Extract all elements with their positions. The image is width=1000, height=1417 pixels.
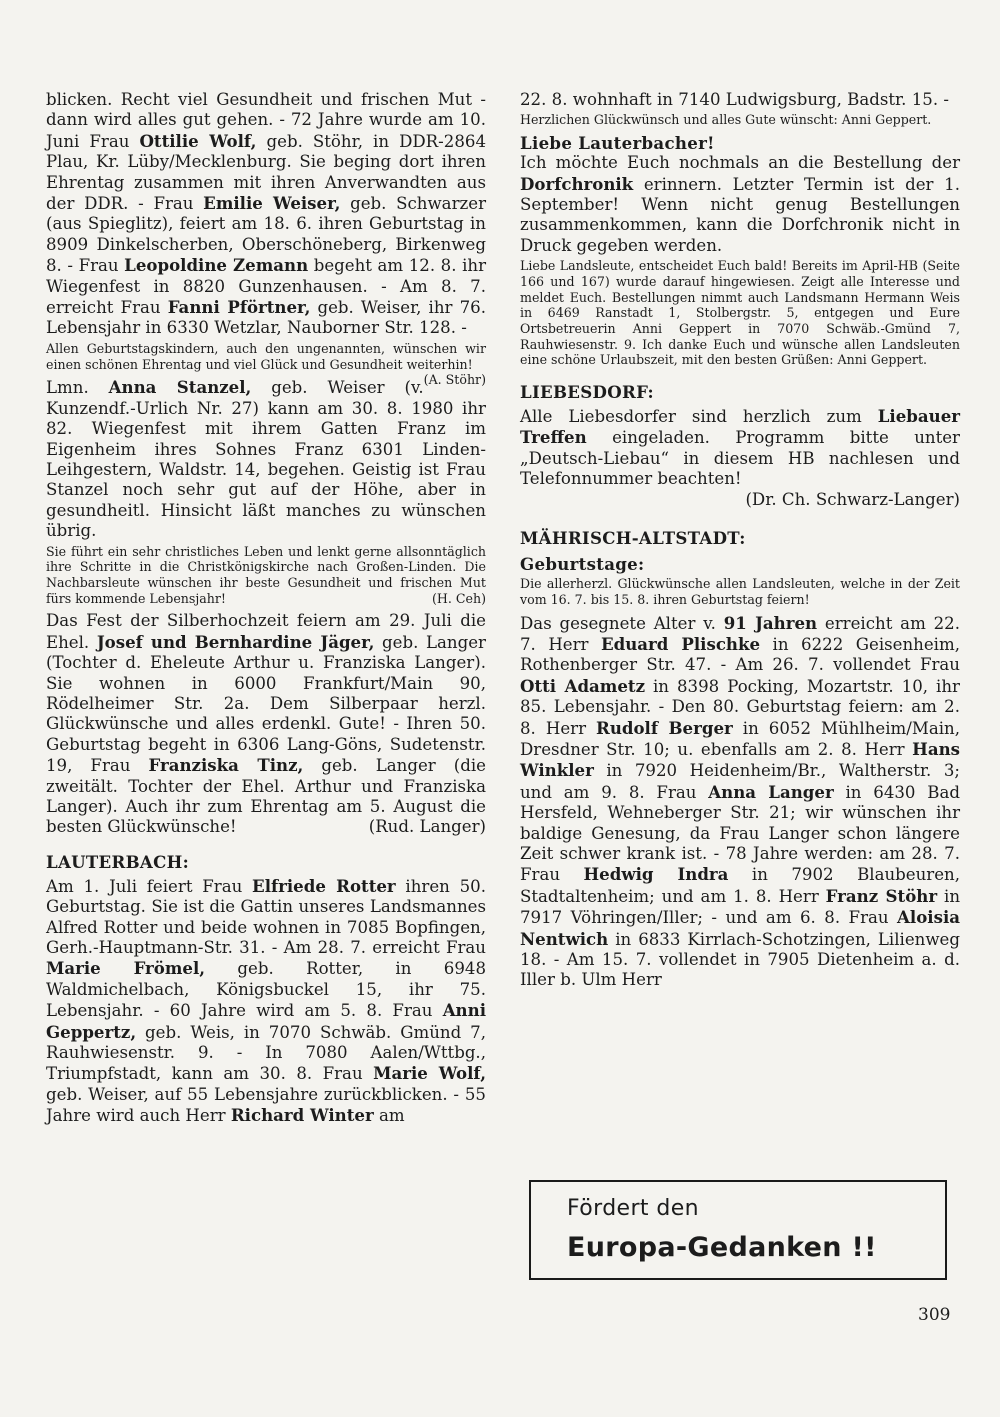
paragraph-dorfchronik: Ich möchte Euch nochmals an die Bestellung der Dorfchronik erinnern. Letzter Termin ist der 1. September! Wenn nicht genug Bestellungen zusammenkommen, kann die Dorfchronik nicht in Druck gegeben werden. [520,153,960,255]
page-number: 309 [918,1305,951,1325]
paragraph-maehrisch-altstadt-birthdays: Das gesegnete Alter v. 91 Jahren erreicht am 22. 7. Herr Eduard Plischke in 6222 Geisenheim, Rothenberger Str. 47. - Am 26. 7. vollendet Frau Otti Adametz in 8398 Pocking, Mozartstr. 10, ihr 85. Lebensjahr. - Den 80. Geburtstag feiern: am 2. 8. Herr Rudolf Berger in 6052 Mühlheim/Main, Dresdner Str. 10; u. ebenfalls am 2. 8. Herr Hans Winkler in 7920 Heidenheim/Br., Waltherstr. 3; und am 9. 8. Frau Anna Langer in 6430 Bad Hersfeld, Wehneberger Str. 21; wir wünschen ihr baldige Genesung, da Frau Langer schon längere Zeit schwer krank ist. - 78 Jahre werden: am 28. 7. Frau Hedwig Indra in 7902 Blaubeuren, Stadtaltenheim; und am 1. 8. Herr Franz Stöhr in 7917 Vöhringen/Iller; - und am 6. 8. Frau Aloisia Nentwich in 6833 Kirrlach-Schotzingen, Lilienweg 18. - Am 15. 7. vollendet in 7905 Dietenheim a. d. Iller b. Ulm Herr [520,612,961,990]
note-dorfchronik: Liebe Landsleute, entscheidet Euch bald! Bereits im April-HB (Seite 166 und 167) wurde darauf hingewiesen. Zeigt alle Interesse und meldet Euch. Bestellungen nimmt auch Landsmann Hermann Weis in 6469 Ranstadt 1, Stolbergstr. 5, entgegen und Eure Ortsbetreuerin Anni Geppert in 7070 Schwäb.-Gmünd 7, Rauhwiesenstr. 9. Ich danke Euch und wünsche allen Landsleuten eine schöne Urlaubszeit, mit den besten Grüßen: Anni Geppert. [520,258,960,368]
europa-advertisement-box [529,1180,947,1280]
paragraph-liebesdorf: Alle Liebesdorfer sind herzlich zum Liebauer Treffen eingeladen. Programm bitte unter „Deutsch-Liebau“ in diesem HB nachlesen und Telefonnummer beachten! [520,406,960,489]
paragraph-stanzel: Lmn. Anna Stanzel, geb. Weiser (v. Kunzendf.-Urlich Nr. 27) kann am 30. 8. 1980 ihr 82. Wiegenfest mit ihrem Gatten Franz im Eigenheim ihres Sohnes Franz 6301 Linden-Leihgestern, Waldstr. 14, begehen. Geistig ist Frau Stanzel noch sehr gut auf der Höhe, aber in gesundheitl. Hinsicht läßt manches zu wünschen übrig. [46,377,486,541]
section-heading-lauterbach: LAUTERBACH: [46,851,190,872]
section-heading-liebesdorf: LIEBESDORF: [520,382,654,403]
note-glueckwuensche: Die allerherzl. Glückwünsche allen Landsleuten, welche in der Zeit vom 16. 7. bis 15. 8. ihren Geburtstag feiern! [520,576,960,607]
signature: (Rud. Langer) [368,817,486,837]
paragraph-birthdays-1: blicken. Recht viel Gesundheit und frischen Mut - dann wird alles gut gehen. - 72 Jahre wurde am 10. Juni Frau Ottilie Wolf, geb. Stöhr, in DDR-2864 Plau, Kr. Lüby/Mecklenburg. Sie beging dort ihren Ehrentag zusammen mit ihren Anverwandten aus der DDR. - Frau Emilie Weiser, geb. Schwarzer (aus Spieglitz), feiert am 18. 6. ihren Geburtstag in 8909 Dinkelscherben, Oberschöneberg, Birkenweg 8. - Frau Leopoldine Zemann begeht am 12. 8. ihr Wiegenfest in 8820 Gunzenhausen. - Am 8. 7. erreicht Frau Fanni Pförtner, geb. Weiser, ihr 76. Lebensjahr in 6330 Wetzlar, Nauborner Str. 128. - [46,90,487,338]
signature: (A. Stöhr) [423,372,486,388]
ad-line-1: Fördert den [567,1196,699,1221]
note-geppert: Herzlichen Glückwünsch und alles Gute wünscht: Anni Geppert. [520,112,932,128]
subheading-liebe-lauterbacher: Liebe Lauterbacher! [520,133,715,154]
subheading-geburtstage: Geburtstage: [520,554,645,575]
signature-schwarz-langer: (Dr. Ch. Schwarz-Langer) [745,489,960,509]
right-column [520,90,960,991]
left-column [46,90,486,1127]
paragraph-continuation: 22. 8. wohnhaft in 7140 Ludwigsburg, Badstr. 15. - [520,90,949,109]
paragraph-lauterbach: Am 1. Juli feiert Frau Elfriede Rotter ihren 50. Geburtstag. Sie ist die Gattin unseres Landsmannes Alfred Rotter und beide wohnen in 7085 Bopfingen, Gerh.-Hauptmann-Str. 31. - Am 28. 7. erreicht Frau Marie Frömel, geb. Rotter, in 6948 Waldmichelbach, Königsbuckel 15, ihr 75. Lebensjahr. - 60 Jahre wird am 5. 8. Frau Anni Geppertz, geb. Weis, in 7070 Schwäb. Gmünd 7, Rauhwiesenstr. 9. - In 7080 Aalen/Wttbg., Triumpfstadt, kann am 30. 8. Frau Marie Wolf, geb. Weiser, auf 55 Lebensjahre zurückblicken. - 55 Jahre wird auch Herr Richard Winter am [46,875,487,1126]
section-heading-maehrisch-altstadt: MÄHRISCH-ALTSTADT: [520,528,746,549]
note-greeting-2: Sie führt ein sehr christliches Leben und lenkt gerne allsonntäglich ihre Schritte in die Christkönigskirche nach Großen-Linden. Die Nachbarsleute wünschen ihr beste Gesundheit und frischen Mut fürs kommende Lebensjahr! (H. Ceh) [46,543,486,606]
ad-line-2: Europa-Gedanken !! [567,1232,877,1263]
signature: (H. Ceh) [431,590,486,606]
paragraph-silver-wedding: Das Fest der Silberhochzeit feiern am 29. Juli die Ehel. Josef und Bernhardine Jäger, geb. Langer (Tochter d. Eheleute Arthur u. Franziska Langer). Sie wohnen in 6000 Frankfurt/Main 90, Rödelheimer Str. 2a. Dem Silberpaar herzl. Glückwünsche und alles erdenkl. Gute! - Ihren 50. Geburtstag begeht in 6306 Lang-Göns, Sudetenstr. 19, Frau Franziska Tinz, geb. Langer (die zweitält. Tochter der Ehel. Arthur und Franziska Langer). Auch ihr zum Ehrentag am 5. August die besten Glückwünsche! (Rud. Langer) [46,611,486,837]
note-greeting-1: Allen Geburtstagskindern, auch den ungenannten, wünschen wir einen schönen Ehrentag und viel Glück und Gesundheit weiterhin! (A. Stöhr) [46,340,486,388]
